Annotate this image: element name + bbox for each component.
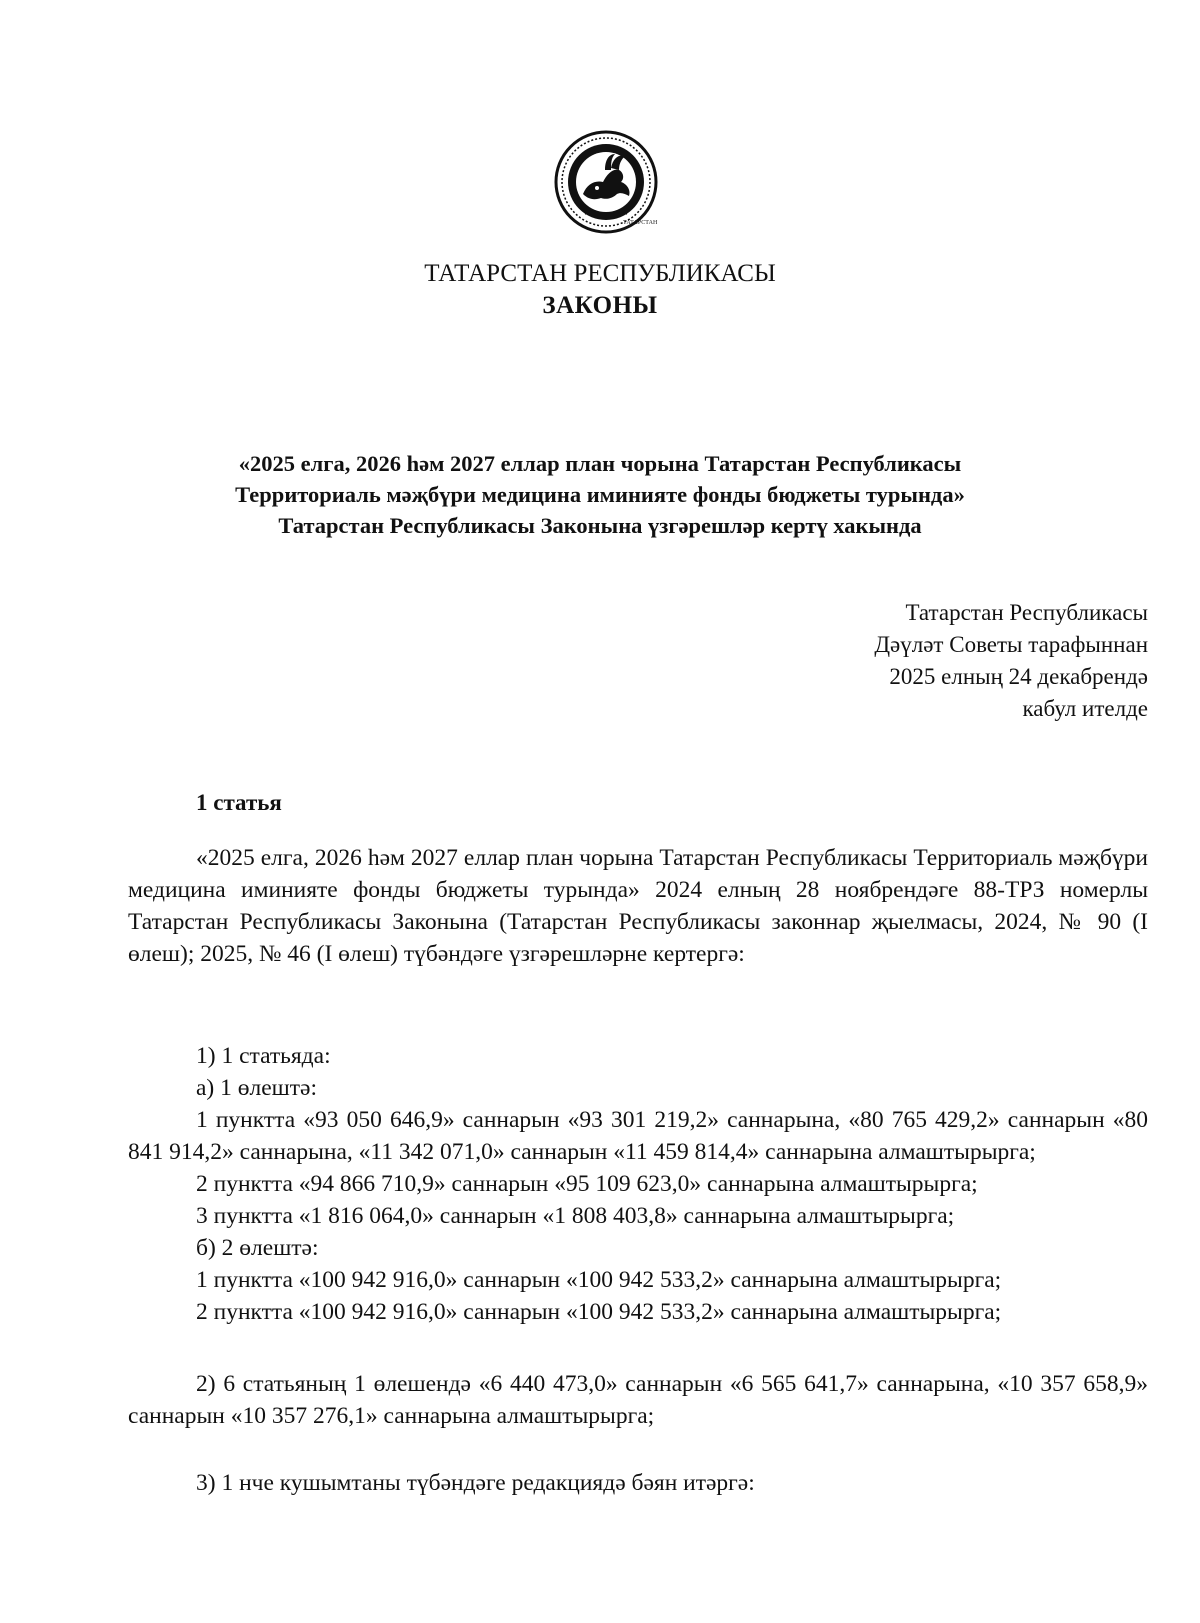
amendment-item: 1) 1 статьяда: bbox=[196, 1043, 331, 1069]
intro-text: «2025 елга, 2026 һәм 2027 еллар план чорына Татарстан Республикасы Территориаль мәҗбүри медицина иминияте фонды бюджеты турында» 2024 елның 28 ноябрендәге 88-ТРЗ номерлы Татарстан Республикасы Законына (Татарстан Республикасы законнар җыелмасы, 2024, № 90 (I өлеш); 2025, № 46 (I өлеш) түбәндәге үзгәрешләрне кертергә: bbox=[128, 845, 1148, 967]
appendix-paragraph bbox=[128, 1467, 1148, 1499]
republic-heading: ТАТАРСТАН РЕСПУБЛИКАСЫ bbox=[424, 260, 776, 287]
amendment-item: б) 2 өлештә: bbox=[196, 1235, 319, 1261]
adoption-note bbox=[874, 597, 1148, 725]
law-title-line: Татарстан Республикасы Законына үзгәрешләр кертү хакында bbox=[278, 513, 922, 538]
coat-of-arms-icon bbox=[553, 128, 659, 236]
amendment-item: 1 пунктта «100 942 916,0» саннарын «100 942 533,2» саннарына алмаштырырга; bbox=[196, 1267, 1002, 1293]
amendment-item: 2 пунктта «100 942 916,0» саннарын «100 942 533,2» саннарына алмаштырырга; bbox=[196, 1299, 1002, 1325]
article-heading: 1 статья bbox=[196, 790, 282, 815]
appendix-text: 3) 1 нче кушымтаны түбәндәге редакциядә бәян итәргә: bbox=[196, 1470, 755, 1496]
law-title bbox=[0, 448, 1200, 541]
amendment-item: 2 пунктта «94 866 710,9» саннарын «95 109 623,0» саннарына алмаштырырга; bbox=[196, 1171, 978, 1197]
amendment-item: 1 пунктта «93 050 646,9» саннарын «93 301 219,2» саннарына, «80 765 429,2» саннарын «80 841 914,2» саннарына, «11 342 071,0» саннарын «11 459 814,4» саннарына алмаштырырга; bbox=[128, 1107, 1148, 1165]
amendment-item: а) 1 өлештә: bbox=[196, 1075, 317, 1101]
amendment-items bbox=[128, 1040, 1148, 1328]
article6-text: 2) 6 статьяның 1 өлешендә «6 440 473,0» саннарын «6 565 641,7» саннарына, «10 357 658,9» саннарын «10 357 276,1» саннарына алмаштырырга; bbox=[128, 1371, 1148, 1429]
adoption-line: 2025 елның 24 декабрендә bbox=[889, 664, 1148, 689]
amendment-item: 3 пунктта «1 816 064,0» саннарын «1 808 403,8» саннарына алмаштырырга; bbox=[196, 1203, 955, 1229]
article6-paragraph bbox=[128, 1368, 1148, 1432]
adoption-line: Татарстан Республикасы bbox=[905, 600, 1148, 625]
law-title-line: «2025 елга, 2026 һәм 2027 еллар план чорына Татарстан Республикасы bbox=[238, 451, 962, 476]
law-title-line: Территориаль мәҗбүри медицина иминияте фонды бюджеты турында» bbox=[235, 482, 965, 507]
emblem-caption: ТАТАРСТАН bbox=[623, 220, 658, 226]
document-type-heading: ЗАКОНЫ bbox=[542, 292, 658, 319]
adoption-line: кабул ителде bbox=[1022, 696, 1148, 721]
intro-paragraph bbox=[128, 842, 1148, 970]
adoption-line: Дәүләт Советы тарафыннан bbox=[874, 632, 1148, 657]
